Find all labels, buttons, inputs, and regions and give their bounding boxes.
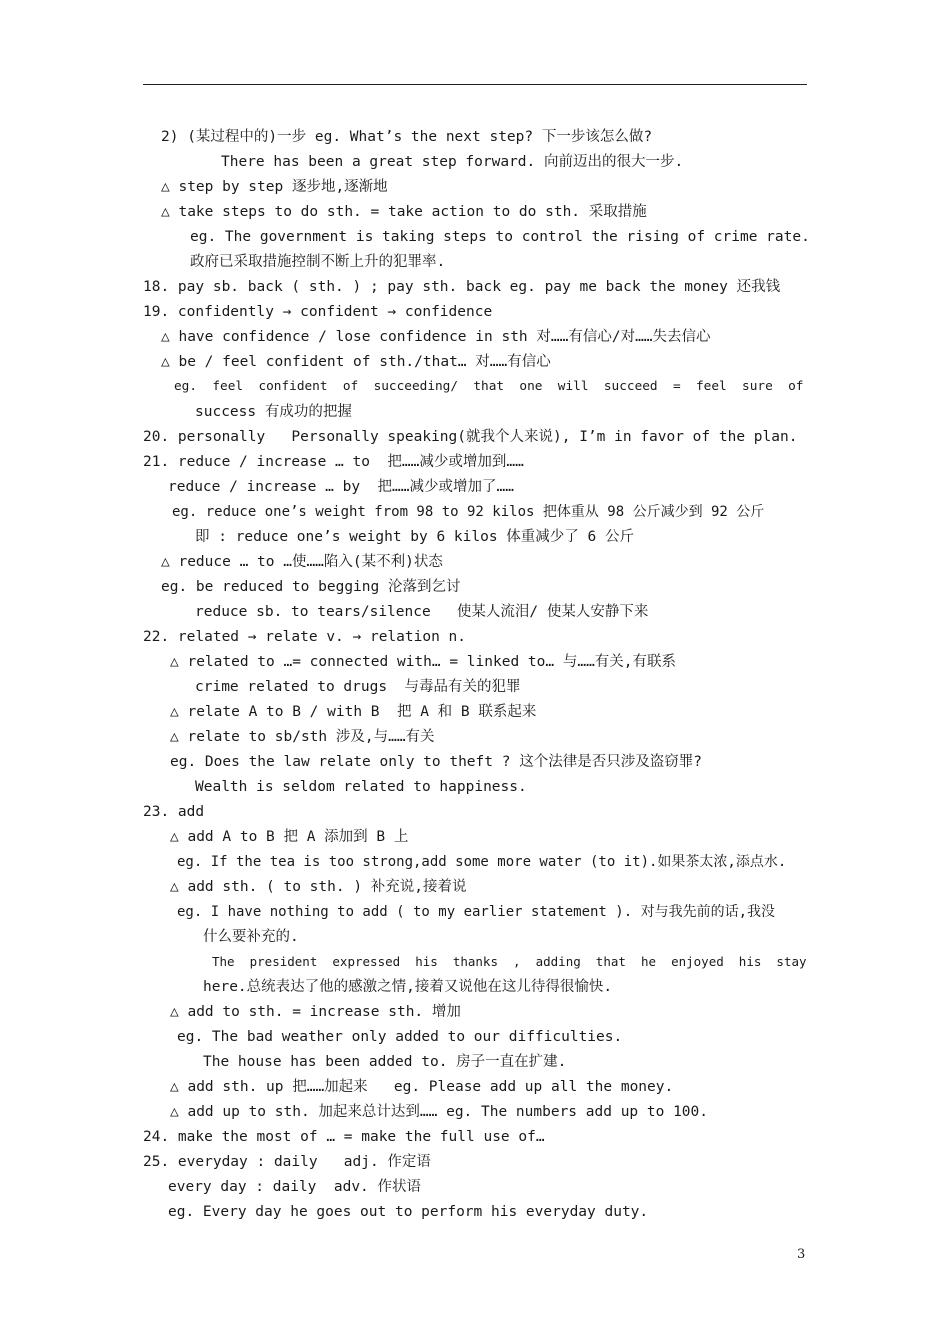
line-12: success 有成功的把握	[195, 404, 352, 420]
line-39: △ add sth. up 把……加起来 eg. Please add up all the money.	[170, 1079, 674, 1095]
line-13: 20. personally Personally speaking(就我个人来说), I’m in favor of the plan.	[143, 429, 798, 445]
line-1: 2) (某过程中的)一步 eg. What’s the next step? 下一步该怎么做?	[161, 129, 653, 145]
line-43: every day : daily adv. 作状语	[168, 1179, 422, 1195]
line-26: eg. Does the law relate only to theft ? 这个法律是否只涉及盗窃罪?	[170, 754, 702, 770]
line-18: △ reduce … to …使……陷入(某不利)状态	[161, 554, 443, 570]
line-31: △ add sth. ( to sth. ) 补充说,接着说	[170, 879, 467, 895]
line-42: 25. everyday : daily adj. 作定语	[143, 1154, 431, 1170]
line-6: 政府已采取措施控制不断上升的犯罪率.	[190, 254, 446, 270]
line-25: △ relate to sb/sth 涉及,与……有关	[170, 729, 435, 745]
line-7: 18. pay sb. back ( sth. ) ; pay sth. back eg. pay me back the money 还我钱	[143, 279, 781, 295]
line-27: Wealth is seldom related to happiness.	[195, 779, 527, 795]
line-3: △ step by step 逐步地,逐渐地	[161, 179, 388, 195]
line-19: eg. be reduced to begging 沦落到乞讨	[161, 579, 461, 595]
line-21: 22. related → relate v. → relation n.	[143, 629, 467, 645]
line-37: eg. The bad weather only added to our difficulties.	[177, 1029, 623, 1045]
line-14: 21. reduce / increase … to 把……减少或增加到……	[143, 454, 524, 470]
line-44: eg. Every day he goes out to perform his everyday duty.	[168, 1204, 649, 1220]
line-4: △ take steps to do sth. = take action to do sth. 采取措施	[161, 204, 647, 220]
line-23: crime related to drugs 与毒品有关的犯罪	[195, 679, 521, 695]
line-34: The president expressed his thanks , adding that he enjoyed his stay	[212, 954, 807, 969]
header-rule	[143, 84, 807, 85]
line-36: △ add to sth. = increase sth. 增加	[170, 1004, 461, 1020]
line-11: eg. feel confident of succeeding/ that one will succeed = feel sure of	[174, 379, 804, 394]
line-5: eg. The government is taking steps to control the rising of crime rate.	[190, 229, 810, 245]
line-28: 23. add	[143, 804, 205, 820]
line-22: △ related to …= connected with… = linked to… 与……有关,有联系	[170, 654, 677, 670]
line-15: reduce / increase … by 把……减少或增加了……	[168, 479, 514, 495]
line-2: There has been a great step forward. 向前迈出的很大一步.	[221, 154, 684, 170]
line-24: △ relate A to B / with B 把 A 和 B 联系起来	[170, 704, 537, 720]
page-number: 3	[797, 1247, 806, 1262]
line-8: 19. confidently → confident → confidence	[143, 304, 493, 320]
line-20: reduce sb. to tears/silence 使某人流泪/ 使某人安静下来	[195, 604, 649, 620]
line-40: △ add up to sth. 加起来总计达到…… eg. The numbers add up to 100.	[170, 1104, 708, 1120]
line-17: 即 : reduce one’s weight by 6 kilos 体重减少了 6 公斤	[195, 529, 634, 545]
line-33: 什么要补充的.	[203, 929, 299, 945]
line-32: eg. I have nothing to add ( to my earlier statement ). 对与我先前的话,我没	[177, 904, 776, 920]
line-30: eg. If the tea is too strong,add some more water (to it).如果茶太浓,添点水.	[177, 854, 787, 870]
line-38: The house has been added to. 房子一直在扩建.	[203, 1054, 567, 1070]
line-35: here.总统表达了他的感激之情,接着又说他在这儿待得很愉快.	[203, 979, 613, 995]
line-9: △ have confidence / lose confidence in sth 对……有信心/对……失去信心	[161, 329, 711, 345]
line-16: eg. reduce one’s weight from 98 to 92 kilos 把体重从 98 公斤减少到 92 公斤	[172, 504, 765, 520]
line-41: 24. make the most of … = make the full use of…	[143, 1129, 545, 1145]
line-29: △ add A to B 把 A 添加到 B 上	[170, 829, 409, 845]
line-10: △ be / feel confident of sth./that… 对……有信心	[161, 354, 551, 370]
